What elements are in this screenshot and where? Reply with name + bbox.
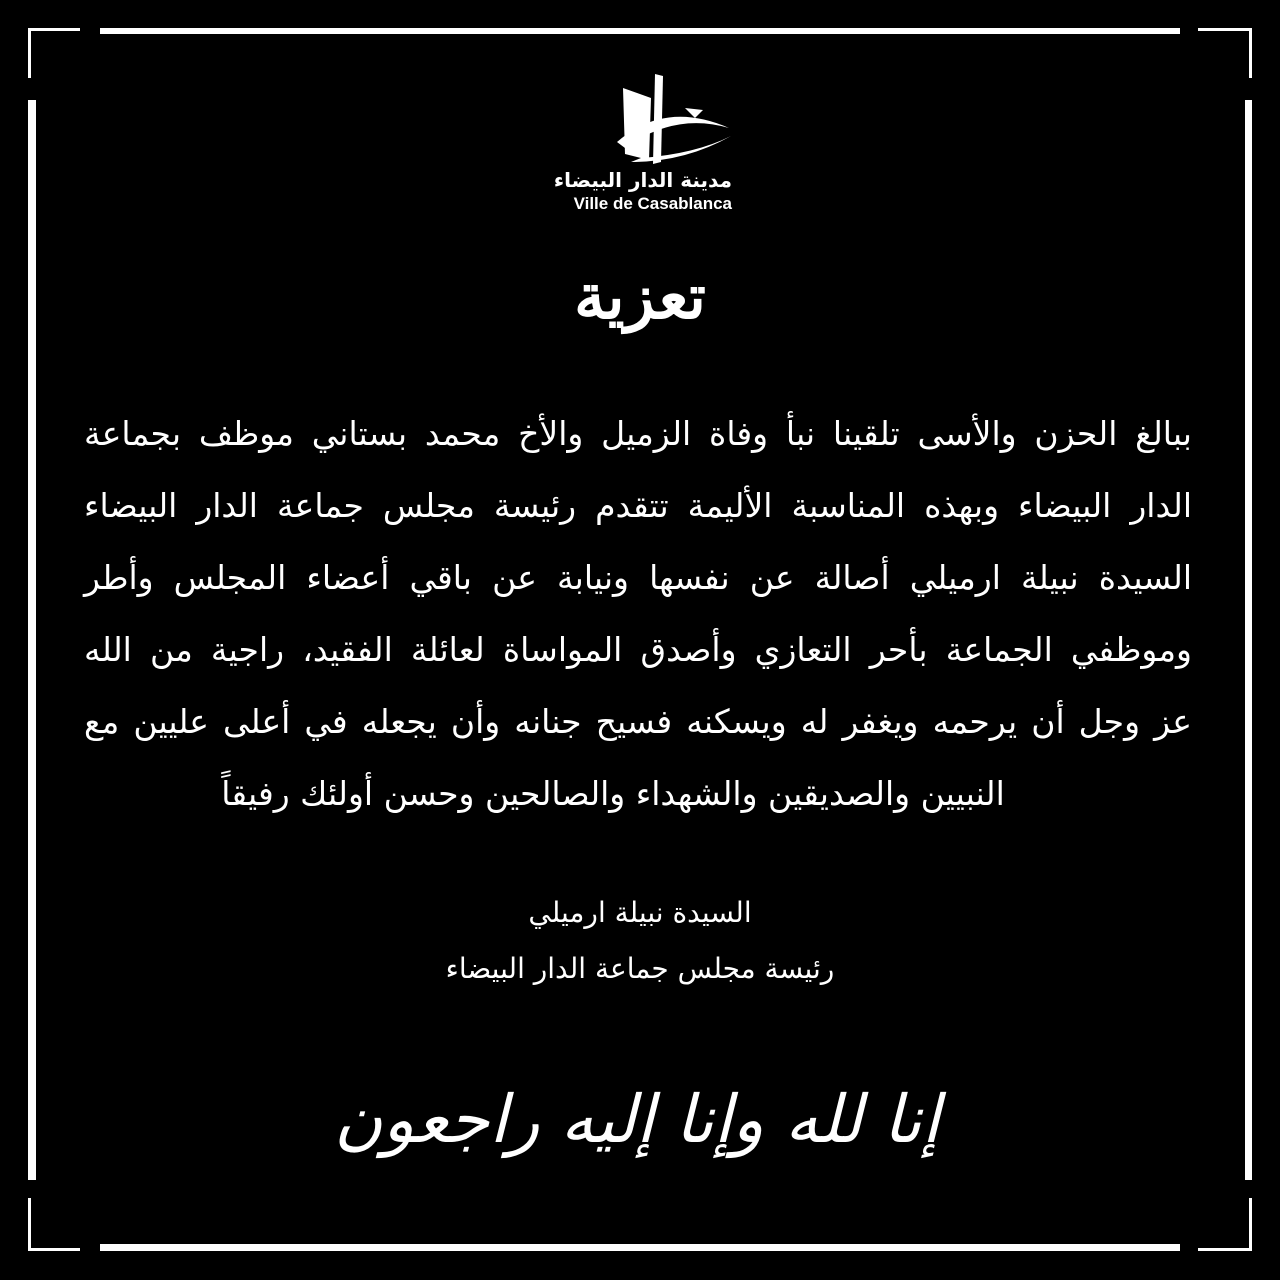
frame-top-border <box>100 28 1180 34</box>
condolence-message <box>84 398 1192 830</box>
logo-arabic-name: مدينة الدار البيضاء <box>553 168 732 192</box>
frame-bottom-border <box>100 1244 1180 1251</box>
page-title: تعزية <box>574 260 706 333</box>
logo-french-name: Ville de Casablanca <box>573 194 732 213</box>
casablanca-emblem-icon <box>595 70 735 170</box>
frame-right-top-border <box>1249 28 1252 78</box>
frame-top-right-border <box>1198 28 1252 31</box>
frame-left-border <box>28 100 36 1180</box>
casablanca-logo <box>540 70 740 220</box>
signatory-role: رئيسة مجلس جماعة الدار البيضاء <box>445 952 835 985</box>
frame-top-left-border <box>28 28 80 31</box>
signatory-name: السيدة نبيلة ارميلي <box>528 896 752 929</box>
frame-bottom-left-border <box>28 1248 80 1251</box>
message-line: ببالغ الحزن والأسى تلقينا نبأ وفاة الزميل والأخ محمد بستاني موظف بجماعة <box>84 414 1192 453</box>
message-line: عز وجل أن يرحمه ويغفر له ويسكنه فسيح جنانه وأن يجعله في أعلى عليين مع <box>84 702 1192 741</box>
signature-block <box>340 885 940 997</box>
frame-left-top-border <box>28 28 31 78</box>
message-line: وموظفي الجماعة بأحر التعازي وأصدق المواساة لعائلة الفقيد، راجية من الله <box>84 630 1192 669</box>
frame-right-border <box>1245 100 1252 1180</box>
calligraphy-verse: إنا لله وإنا إليه راجعون <box>334 1081 940 1158</box>
frame-left-bottom-border <box>28 1198 31 1251</box>
message-line: الدار البيضاء وبهذه المناسبة الأليمة تتقدم رئيسة مجلس جماعة الدار البيضاء <box>84 486 1192 525</box>
message-line: النبيين والصديقين والشهداء والصالحين وحسن أولئك رفيقاً <box>221 774 1005 813</box>
message-line: السيدة نبيلة ارميلي أصالة عن نفسها ونيابة عن باقي أعضاء المجلس وأطر <box>84 558 1192 597</box>
frame-right-bottom-border <box>1249 1198 1252 1251</box>
frame-bottom-right-border <box>1198 1248 1252 1251</box>
